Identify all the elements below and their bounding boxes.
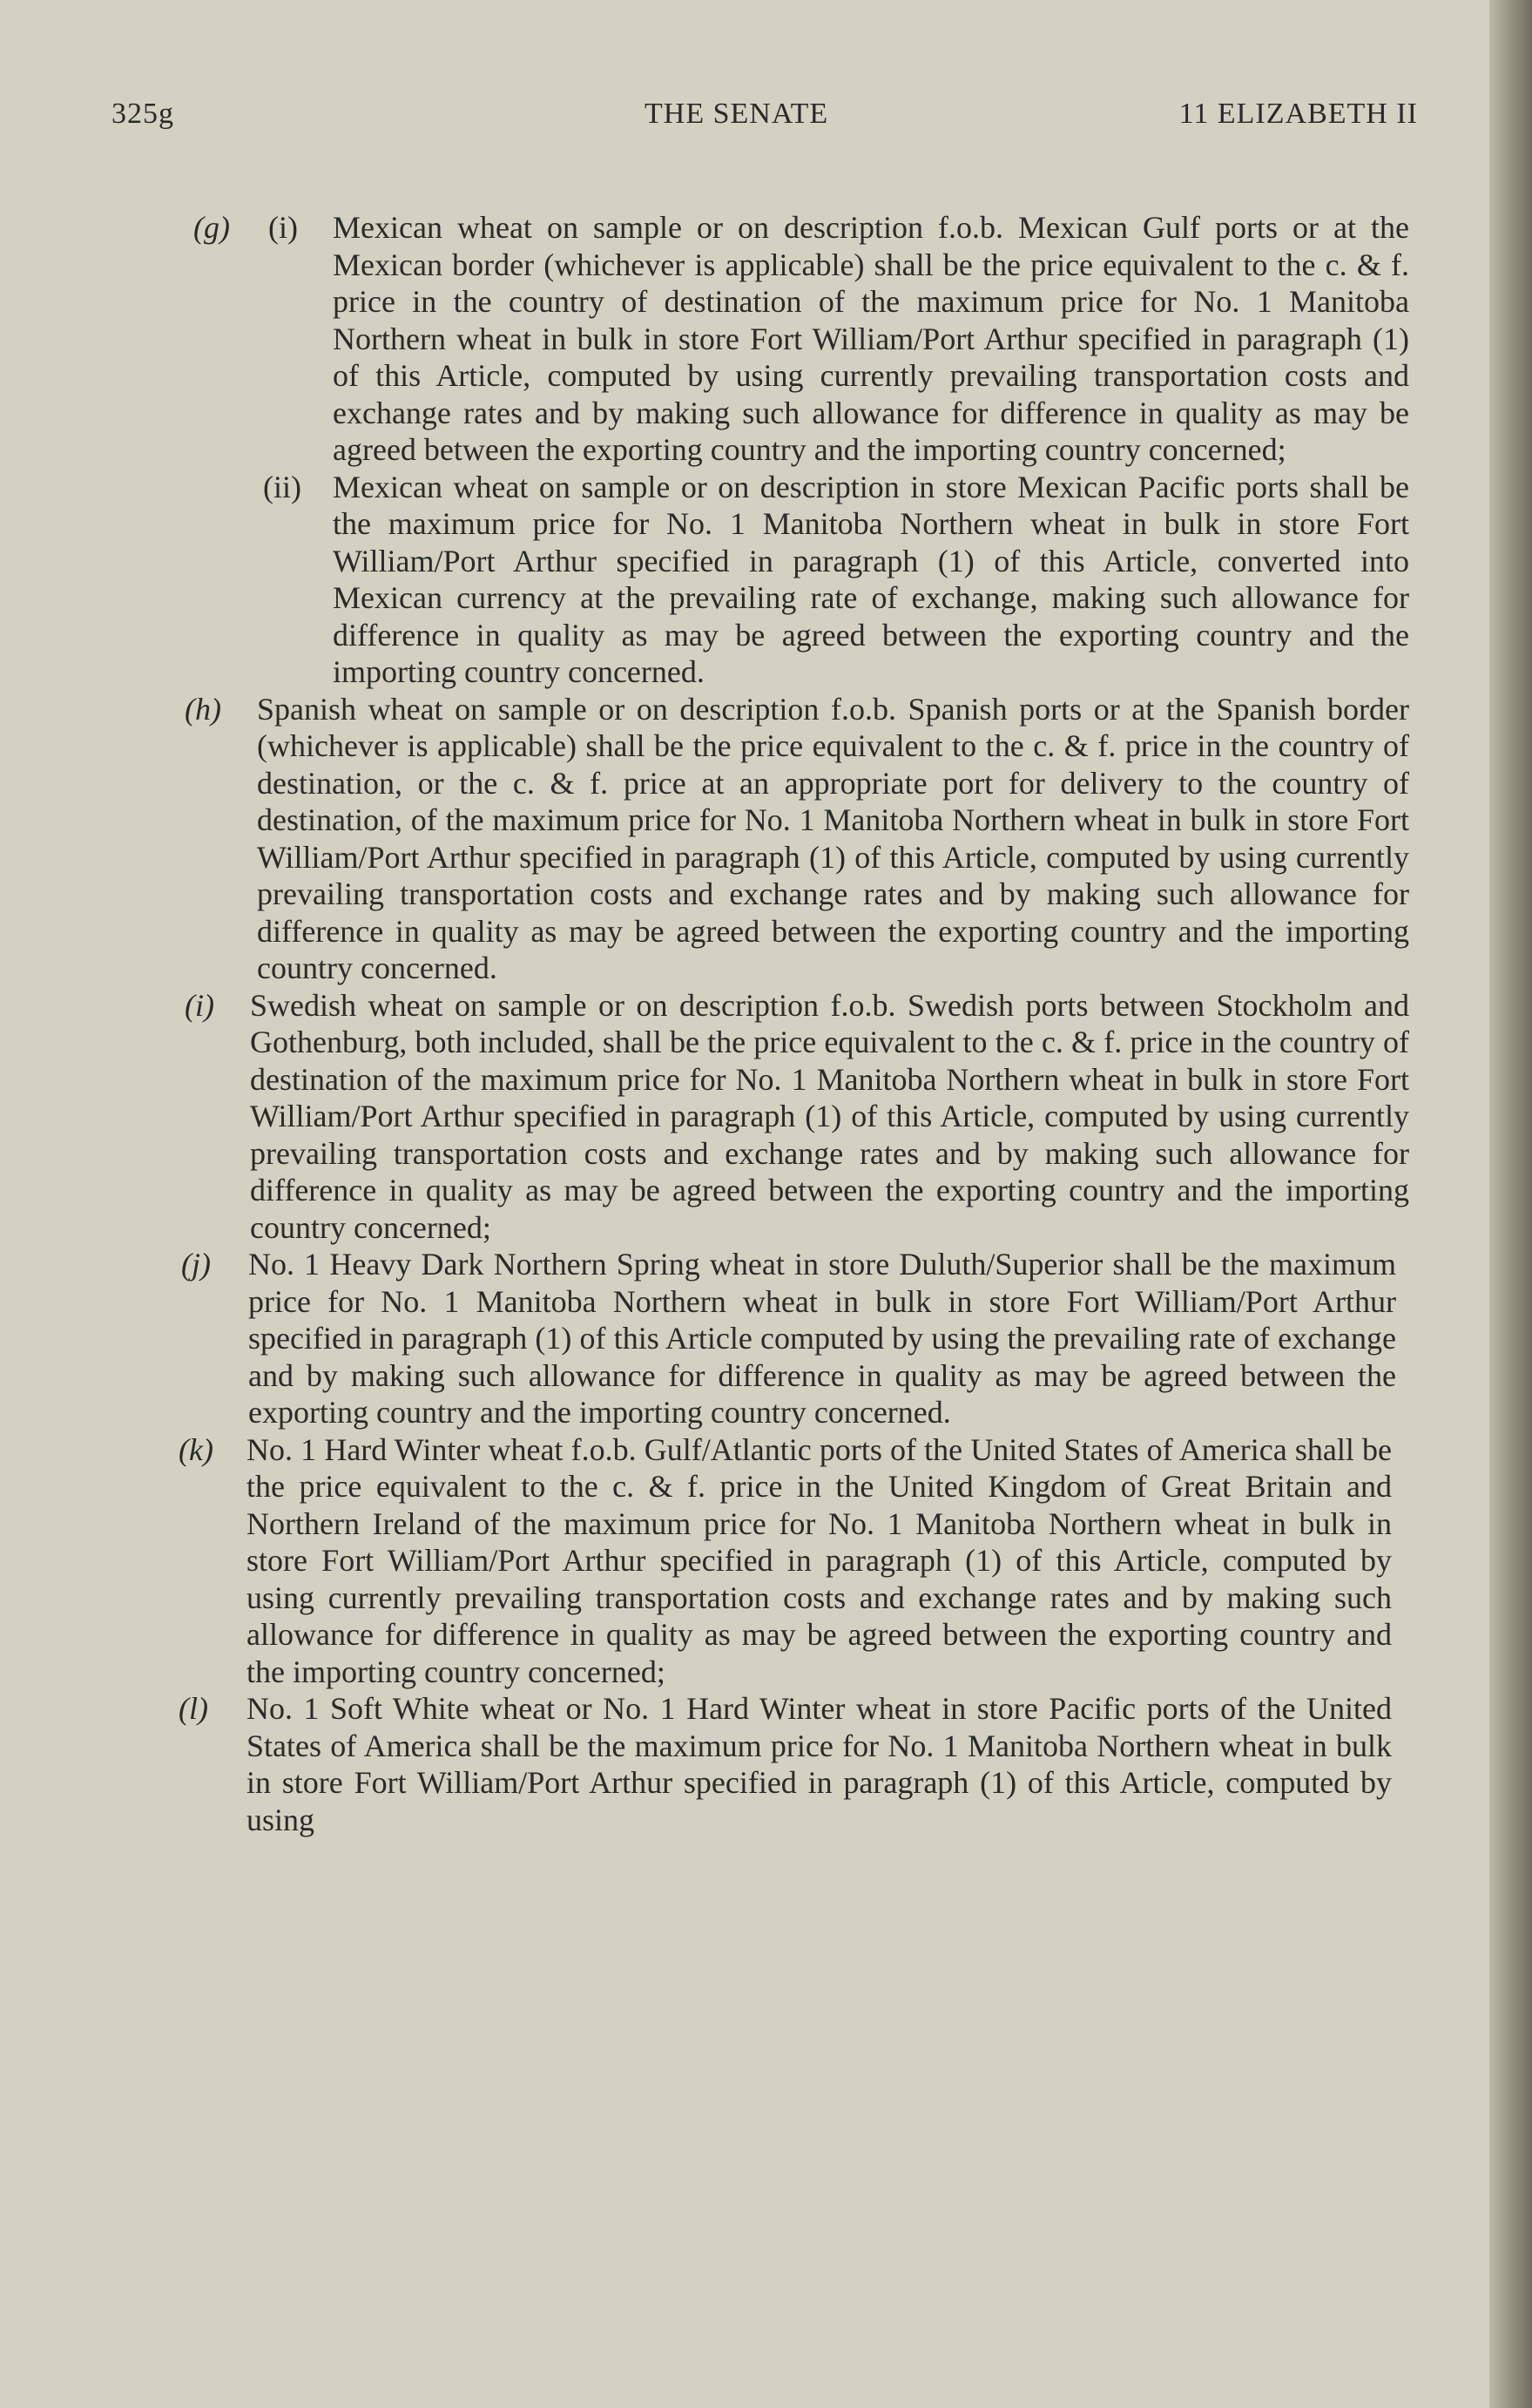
subparagraph-text-g-i: Mexican wheat on sample or on description f.o.b. Mexican Gulf ports or at the Mexican border (whichever is applicable) shall be the price equivalent to the c. & f. price in the country of destination of the maximum price for No. 1 Manitoba Northern wheat in bulk in store Fort William/Port Arthur specified in paragraph (1) of this Article, computed by using currently prevailing transportation costs and exchange rates and by making such allowance for difference in quality as may be agreed between the exporting country and the importing country concerned; xyxy=(333,210,1409,467)
subparagraph-label-i: (i) xyxy=(268,210,298,245)
subparagraph-text-g-ii: Mexican wheat on sample or on description in store Mexican Pacific ports shall be the maximum price for No. 1 Manitoba Northern wheat in bulk in store Fort William/Port Arthur specified in paragraph (1) of this Article, converted into Mexican currency at the prevailing rate of exchange, making such allowance for difference in quality as may be agreed between the exporting country and the importing country concerned. xyxy=(333,469,1409,689)
regnal-year: 11 ELIZABETH II xyxy=(1178,98,1418,130)
paragraph-i xyxy=(0,987,1489,1247)
paragraph-text-j: No. 1 Heavy Dark Northern Spring wheat in store Duluth/Superior shall be the maximum price for No. 1 Manitoba Northern wheat in bulk in store Fort William/Port Arthur specified in paragraph (1) of this Article computed by using the prevailing rate of exchange and by making such allowance for difference in quality as may be agreed between the exporting country and the importing country concerned. xyxy=(248,1247,1396,1430)
paragraph-label-h: (h) xyxy=(185,691,221,727)
book-gutter-shadow xyxy=(1489,0,1532,2408)
paragraph-text-k: No. 1 Hard Winter wheat f.o.b. Gulf/Atlantic ports of the United States of America shall be the price equivalent to the c. & f. price in the United Kingdom of Great Britain and Northern Ireland of the maximum price for No. 1 Manitoba Northern wheat in bulk in store Fort William/Port Arthur specified in paragraph (1) of this Article, computed by using currently prevailing transportation costs and exchange rates and by making such allowance for difference in quality as may be agreed between the exporting country and the importing country concerned; xyxy=(246,1431,1392,1689)
subparagraph-label-ii: (ii) xyxy=(263,469,301,504)
paragraph-text-i: Swedish wheat on sample or on description f.o.b. Swedish ports between Stockholm and Gothenburg, both included, shall be the price equivalent to the c. & f. price in the country of destination of the maximum price for No. 1 Manitoba Northern wheat in bulk in store Fort William/Port Arthur specified in paragraph (1) of this Article, computed by using currently prevailing transportation costs and exchange rates and by making such allowance for difference in quality as may be agreed between the exporting country and the importing country concerned; xyxy=(250,987,1409,1245)
paragraph-label-l: (l) xyxy=(179,1691,208,1726)
paragraph-text-h: Spanish wheat on sample or on description f.o.b. Spanish ports or at the Spanish border (whichever is applicable) shall be the price equivalent to the c. & f. price in the country of destination, or the c. & f. price at an appropriate port for delivery to the country of destination, of the maximum price for No. 1 Manitoba Northern wheat in bulk in store Fort William/Port Arthur specified in paragraph (1) of this Article, computed by using currently prevailing transportation costs and exchange rates and by making such allowance for difference in quality as may be agreed between the exporting country and the importing country concerned. xyxy=(257,691,1409,985)
paragraph-g-ii xyxy=(0,469,1489,691)
page-number: 325g xyxy=(111,98,174,130)
paragraph-label-k: (k) xyxy=(179,1431,213,1467)
page-header xyxy=(111,98,1418,141)
article-body xyxy=(0,209,1489,1838)
paragraph-h xyxy=(0,691,1489,987)
running-title: THE SENATE xyxy=(645,98,829,130)
paragraph-label-g: (g) xyxy=(193,210,230,245)
paragraph-g-i xyxy=(0,209,1489,469)
paragraph-label-i: (i) xyxy=(185,987,214,1023)
paragraph-l xyxy=(0,1690,1489,1838)
paragraph-j xyxy=(0,1246,1489,1431)
paragraph-text-l: No. 1 Soft White wheat or No. 1 Hard Winter wheat in store Pacific ports of the United States of America shall be the maximum price for No. 1 Manitoba Northern wheat in bulk in store Fort William/Port Arthur specified in paragraph (1) of this Article, computed by using xyxy=(246,1691,1392,1837)
paragraph-label-j: (j) xyxy=(181,1247,211,1282)
paragraph-k xyxy=(0,1431,1489,1691)
